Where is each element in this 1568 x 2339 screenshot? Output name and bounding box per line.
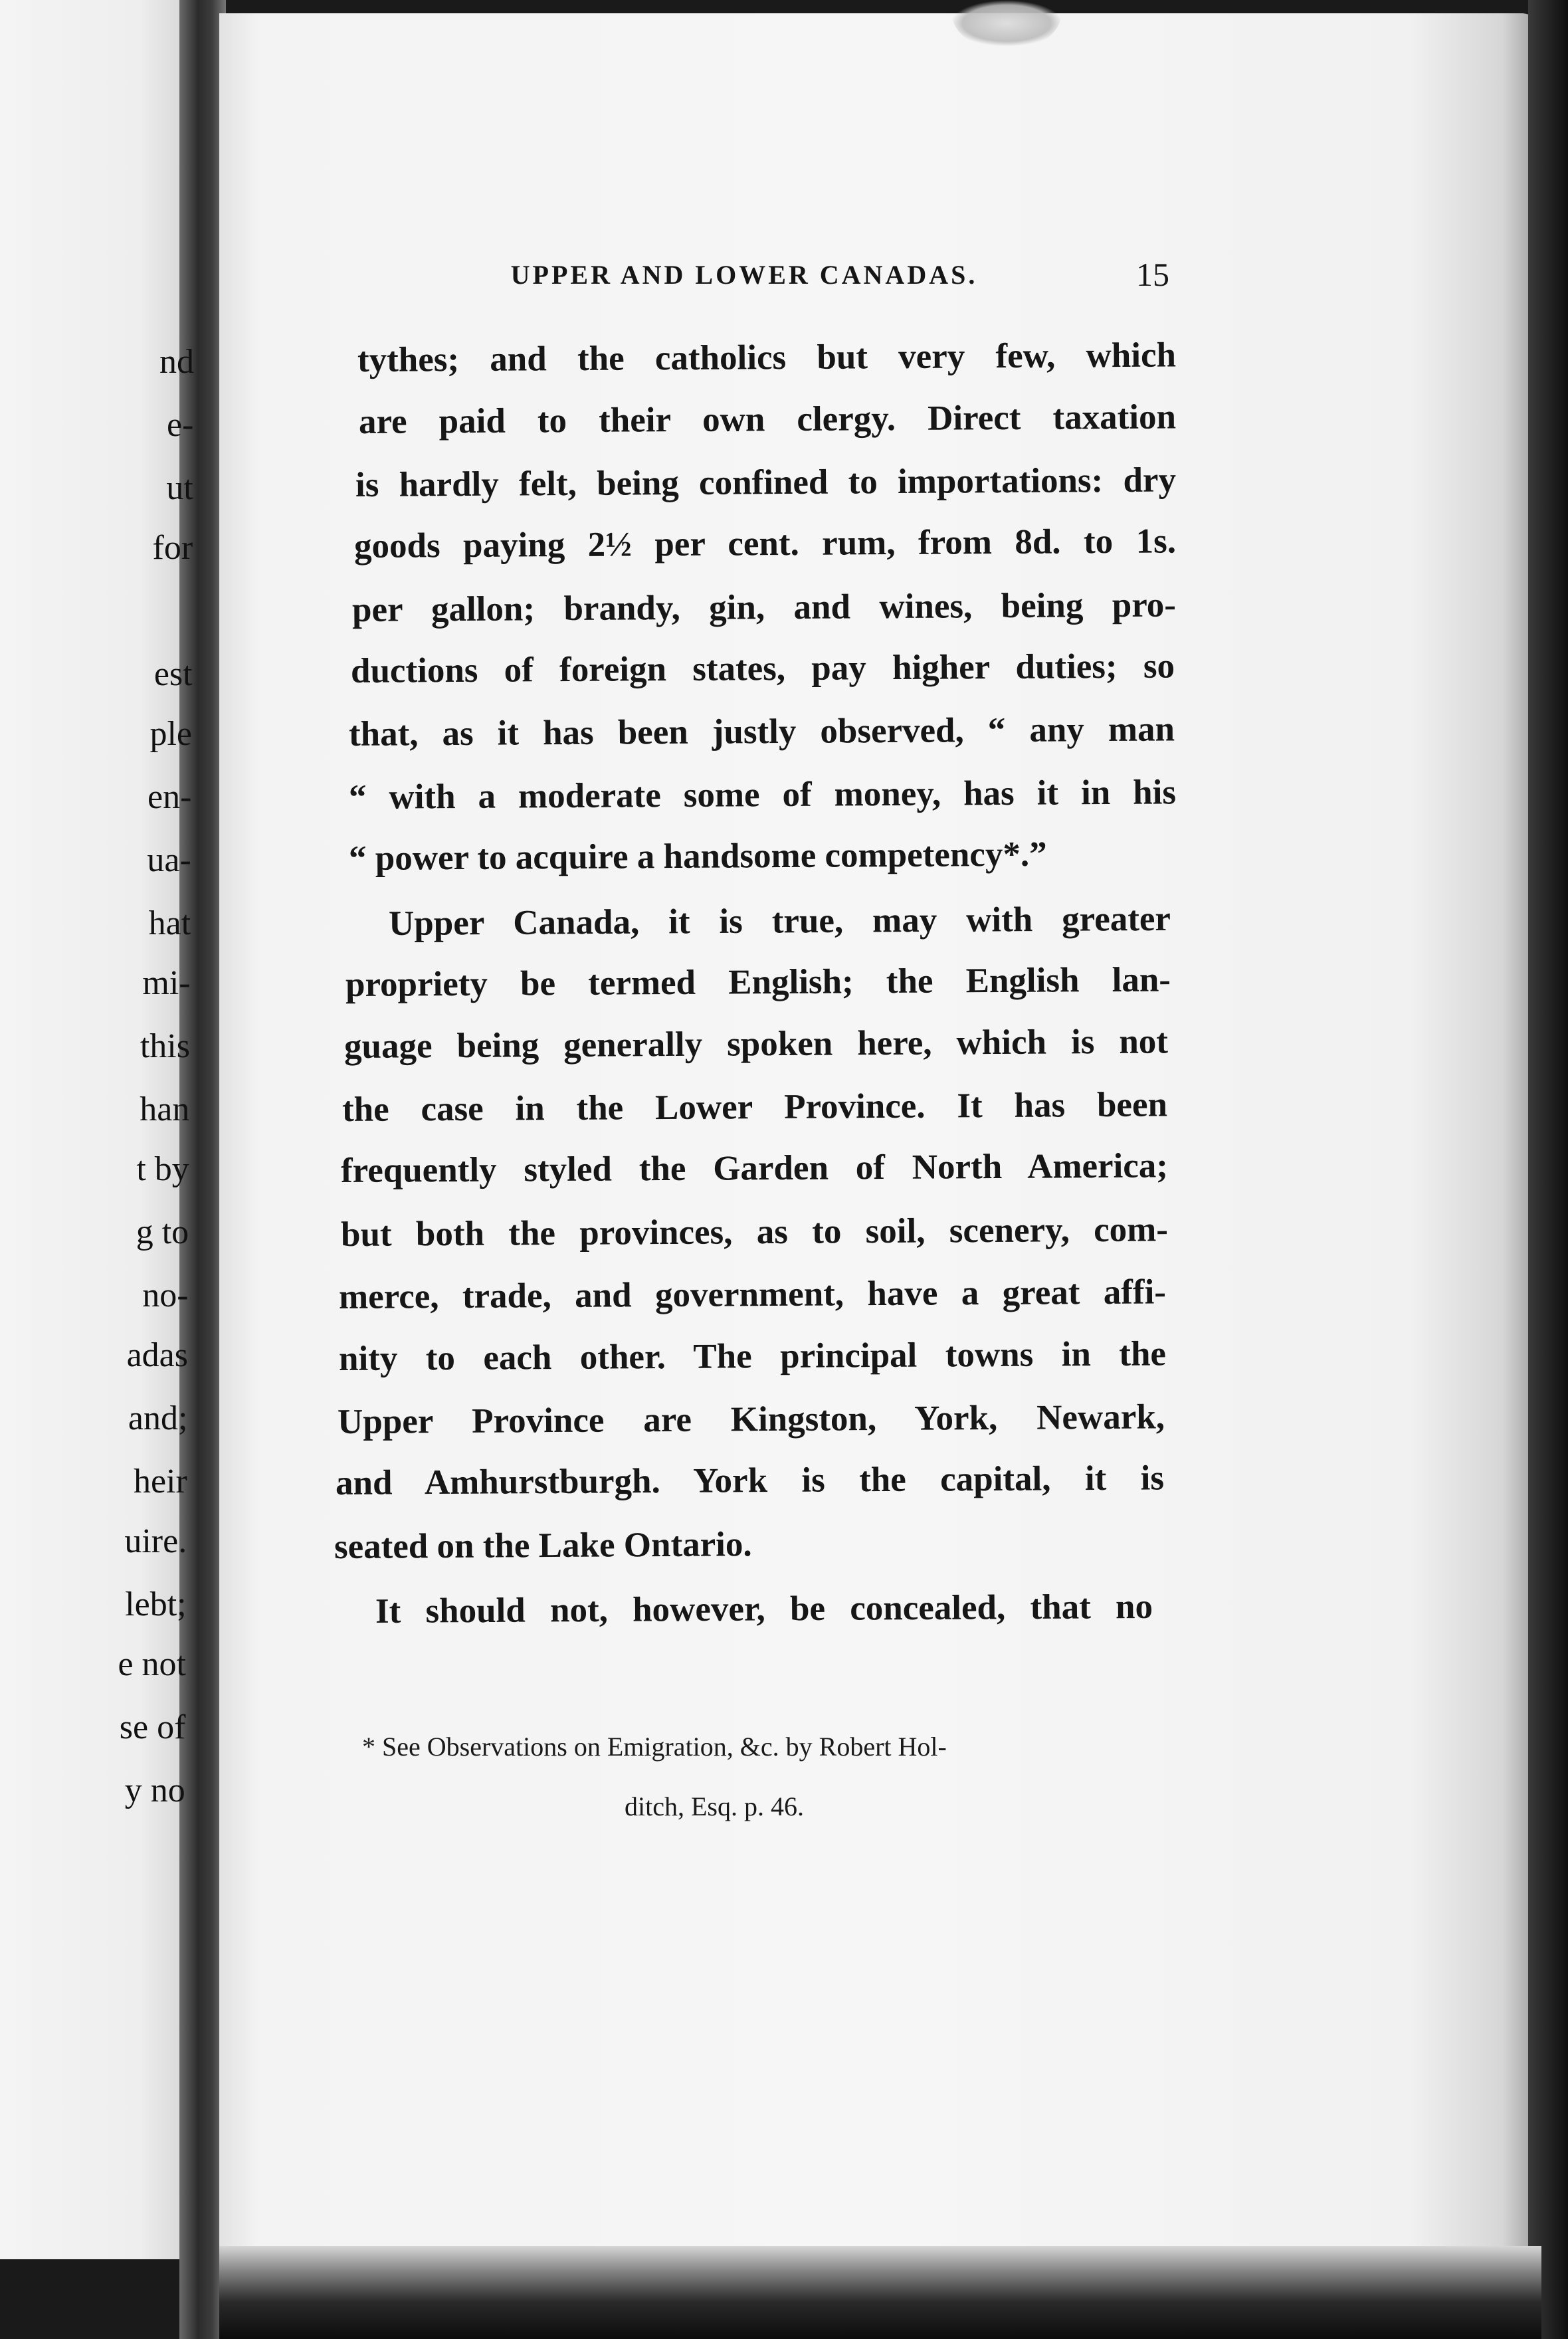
left-page-line: hat <box>148 904 191 942</box>
left-page-line: for <box>152 529 193 567</box>
bottom-page-edge <box>219 2246 1541 2339</box>
body-line: propriety be termed English; the English lan- <box>345 960 1171 1004</box>
body-line: are paid to their own clergy. Direct taxation <box>358 397 1177 441</box>
body-line: per gallon; brandy, gin, and wines, being pro- <box>351 585 1177 629</box>
body-line: Upper Canada, it is true, may with greater <box>388 899 1171 943</box>
right-page-edge <box>1528 0 1568 2339</box>
left-page-line: ut <box>166 469 193 507</box>
body-line: and Amhurstburgh. York is the capital, it is <box>335 1459 1165 1502</box>
left-page-line: ua- <box>147 841 191 879</box>
left-page-line: se of <box>119 1708 186 1746</box>
left-page-line: no- <box>142 1276 189 1314</box>
footnote-line-1: * See Observations on Emigration, &c. by Robert Hol- <box>362 1732 947 1762</box>
left-page-line: e- <box>166 406 194 444</box>
left-page-line: ple <box>149 715 192 753</box>
left-page-line: uire. <box>124 1522 187 1560</box>
left-page-line: adas <box>126 1336 188 1374</box>
body-line: nity to each other. The principal towns in the <box>338 1334 1167 1378</box>
left-page-line: nd <box>159 343 194 381</box>
body-line: that, as it has been justly observed, “ any man <box>348 710 1175 754</box>
body-line: Upper Province are Kingston, York, Newark, <box>337 1397 1165 1441</box>
running-head: UPPER AND LOWER CANADAS. <box>510 260 978 290</box>
left-page-line: est <box>153 655 193 693</box>
body-line: goods paying 2½ per cent. rum, from 8d. to 1s. <box>353 522 1177 565</box>
left-page-fragment <box>0 0 199 2259</box>
body-line: It should not, however, be concealed, that no <box>375 1587 1153 1631</box>
body-line: “ power to acquire a handsome competency*.” <box>348 835 1047 878</box>
left-page-line: lebt; <box>125 1585 187 1623</box>
body-line: the case in the Lower Province. It has been <box>342 1085 1168 1129</box>
body-line: merce, trade, and government, have a great affi- <box>338 1272 1167 1316</box>
left-page-line: heir <box>133 1463 187 1500</box>
left-page-line: g to <box>136 1213 189 1251</box>
left-page-line: han <box>140 1090 190 1128</box>
body-line: but both the provinces, as to soil, scenery, com- <box>340 1210 1169 1254</box>
left-page-line: mi- <box>142 964 191 1002</box>
footnote-line-2: ditch, Esq. p. 46. <box>625 1791 804 1821</box>
left-page-line: en- <box>147 778 192 816</box>
body-line: tythes; and the catholics but very few, which <box>357 336 1177 379</box>
body-line: ductions of foreign states, pay higher duties; so <box>350 647 1175 690</box>
left-page-line: e not <box>118 1645 186 1683</box>
body-line: is hardly felt, being confined to importations: dry <box>355 460 1177 504</box>
left-page-line: t by <box>136 1150 189 1188</box>
left-page-line: and; <box>128 1399 188 1437</box>
page-number: 15 <box>1136 256 1169 293</box>
left-page-line: this <box>140 1027 190 1065</box>
body-line: seated on the Lake Ontario. <box>334 1525 752 1566</box>
body-line: guage being generally spoken here, which is not <box>343 1022 1169 1066</box>
left-page-line: y no <box>124 1772 185 1809</box>
body-line: “ with a moderate some of money, has it in his <box>348 773 1177 817</box>
body-line: frequently styled the Garden of North America; <box>340 1146 1169 1190</box>
